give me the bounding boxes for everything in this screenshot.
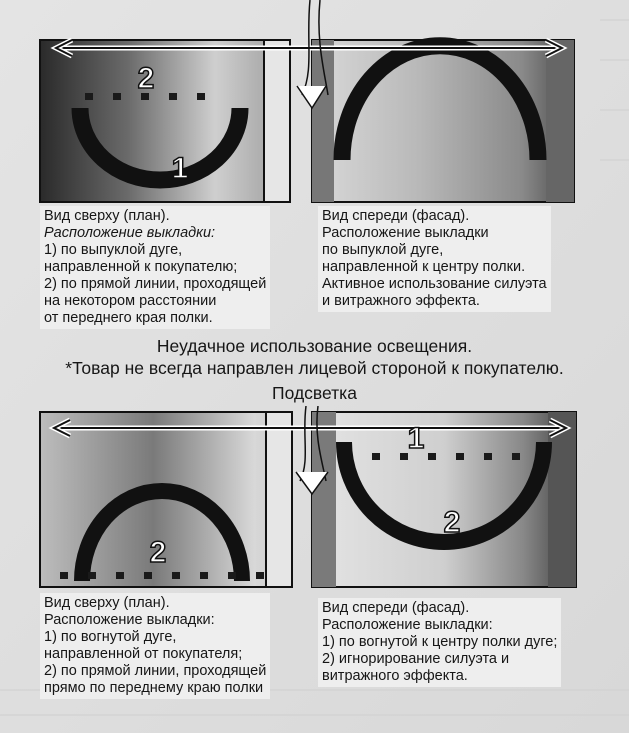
caption-line: направленной к центру полки. <box>322 259 526 275</box>
marker-2: 2 <box>443 506 461 539</box>
marker-2: 2 <box>137 62 155 95</box>
caption-line: по выпуклой дуге, <box>322 242 444 258</box>
caption-line: направленной к покупателю; <box>44 259 238 275</box>
caption-line: 1) по выпуклой дуге, <box>44 242 183 258</box>
bad-lighting-heading: Неудачное использование освещения. <box>156 336 473 356</box>
caption-line: направленной от покупателя; <box>44 646 243 662</box>
bottom-shelf-diagram <box>0 406 629 591</box>
caption-line: Расположение выкладки: <box>322 617 493 633</box>
caption-line: Активное использование силуэта <box>322 276 547 292</box>
footnote-heading: *Товар не всегда направлен лицевой стороной к покупателю. <box>65 358 564 378</box>
bottom-left-caption <box>40 593 270 699</box>
caption-line: Вид сверху (план). <box>44 595 170 611</box>
caption-line: Расположение выкладки <box>322 225 489 241</box>
caption-line: 1) по вогнутой к центру полки дуге; <box>322 634 558 650</box>
caption-line: Расположение выкладки: <box>44 612 215 628</box>
caption-line: 1) по вогнутой дуге, <box>44 629 177 645</box>
caption-line: 2) по прямой линии, проходящей <box>44 276 267 292</box>
caption-line: от переднего края полки. <box>44 310 213 326</box>
caption-line: 2) игнорирование силуэта и <box>322 651 510 667</box>
top-right-facade-panel <box>312 40 574 202</box>
top-left-caption <box>40 206 270 329</box>
caption-line: и витражного эффекта. <box>322 293 480 309</box>
marker-2: 2 <box>149 536 167 569</box>
marker-1: 1 <box>407 422 425 455</box>
top-left-plan-panel <box>40 40 290 202</box>
caption-line: Расположение выкладки: <box>44 225 216 241</box>
caption-line: Вид спереди (фасад). <box>322 208 470 224</box>
caption-line: 2) по прямой линии, проходящей <box>44 663 267 679</box>
marker-1: 1 <box>171 152 189 185</box>
bottom-right-caption <box>318 598 561 687</box>
backlight-heading: Подсветка <box>272 383 357 403</box>
caption-line: Вид сверху (план). <box>44 208 170 224</box>
caption-line: прямо по переднему краю полки <box>44 680 264 696</box>
top-shelf-diagram <box>0 0 629 205</box>
caption-line: на некотором расстоянии <box>44 293 217 309</box>
top-right-caption <box>318 206 551 312</box>
caption-line: Вид спереди (фасад). <box>322 600 470 616</box>
caption-line: витражного эффекта. <box>322 668 468 684</box>
bottom-right-facade-panel <box>312 412 576 587</box>
